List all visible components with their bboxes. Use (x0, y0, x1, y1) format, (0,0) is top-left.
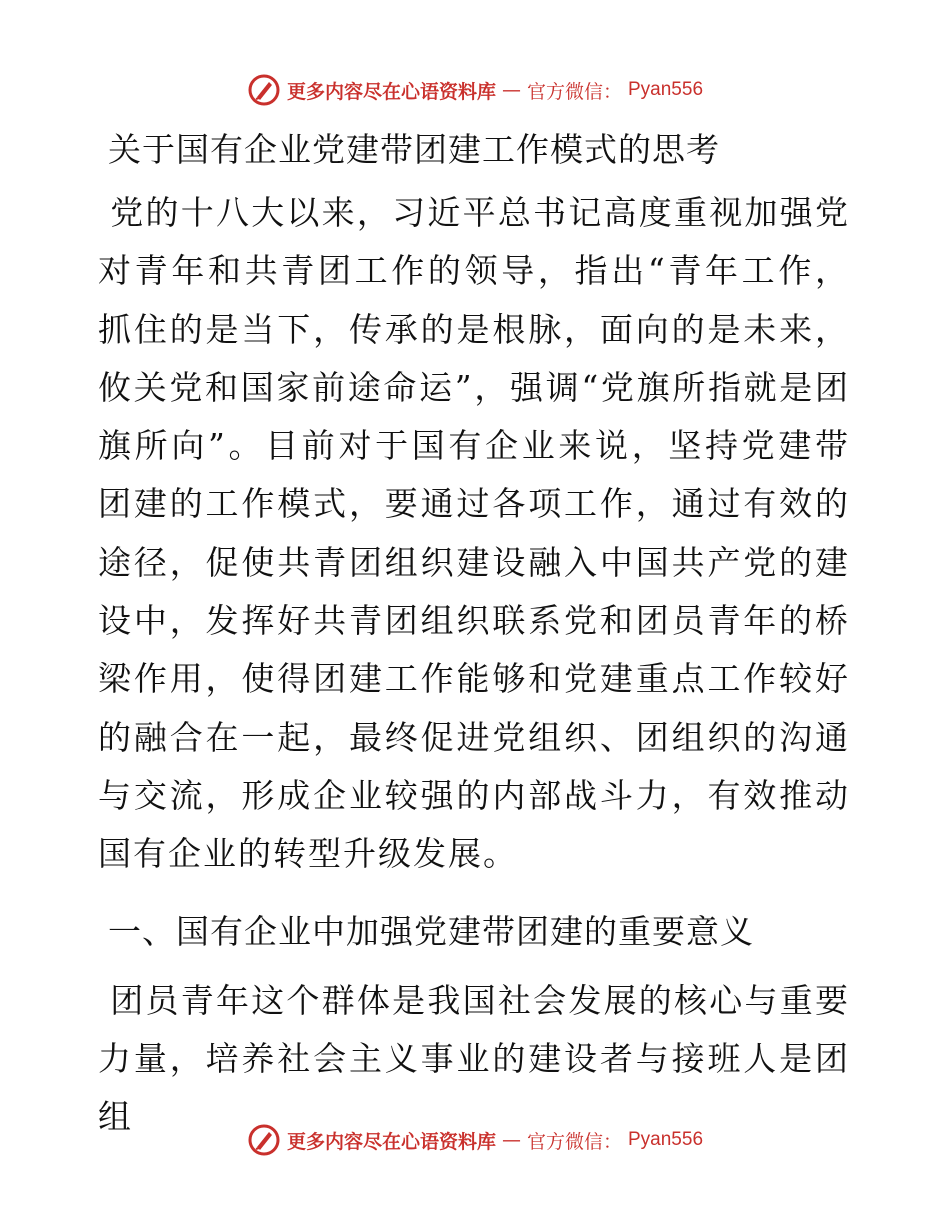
watermark-wechat-id: Pyan556 (628, 1129, 704, 1150)
watermark-official-label: 官方微信： (526, 80, 622, 103)
section-1-heading: 一、国有企业中加强党建带团建的重要意义 (108, 911, 754, 951)
watermark-header (0, 70, 950, 110)
quill-logo-icon (247, 1123, 281, 1157)
quill-logo-icon (247, 73, 281, 107)
intro-paragraph (98, 184, 850, 884)
watermark-footer (0, 1120, 950, 1160)
section-1-paragraph-text: 团员青年这个群体是我国社会发展的核心与重要力量，培养社会主义事业的建设者与接班人是团组 (98, 980, 850, 1137)
document-body (98, 122, 850, 1146)
watermark-dash: — (501, 79, 521, 101)
watermark-wechat-id: Pyan556 (628, 79, 704, 100)
watermark-text: 更多内容尽在心语资料库 (286, 80, 496, 103)
watermark-dash: — (501, 1129, 521, 1151)
watermark-text: 更多内容尽在心语资料库 (286, 1130, 496, 1153)
intro-paragraph-text: 党的十八大以来，习近平总书记高度重视加强党对青年和共青团工作的领导，指出“青年工作，抓住的是当下，传承的是根脉，面向的是未来，攸关党和国家前途命运”，强调“党旗所指就是团旗所向”。目前对于国有企业来说，坚持党建带团建的工作模式，要通过各项工作，通过有效的途径，促使共青团组织建设融入中国共产党的建设中，发挥好共青团组织联系党和团员青年的桥梁作用，使得团建工作能够和党建重点工作较好的融合在一起，最终促进党组织、团组织的沟通与交流，形成企业较强的内部战斗力，有效推动国有企业的转型升级发展。 (98, 193, 850, 874)
watermark-official-label: 官方微信： (526, 1130, 622, 1153)
document-title: 关于国有企业党建带团建工作模式的思考 (108, 130, 720, 169)
